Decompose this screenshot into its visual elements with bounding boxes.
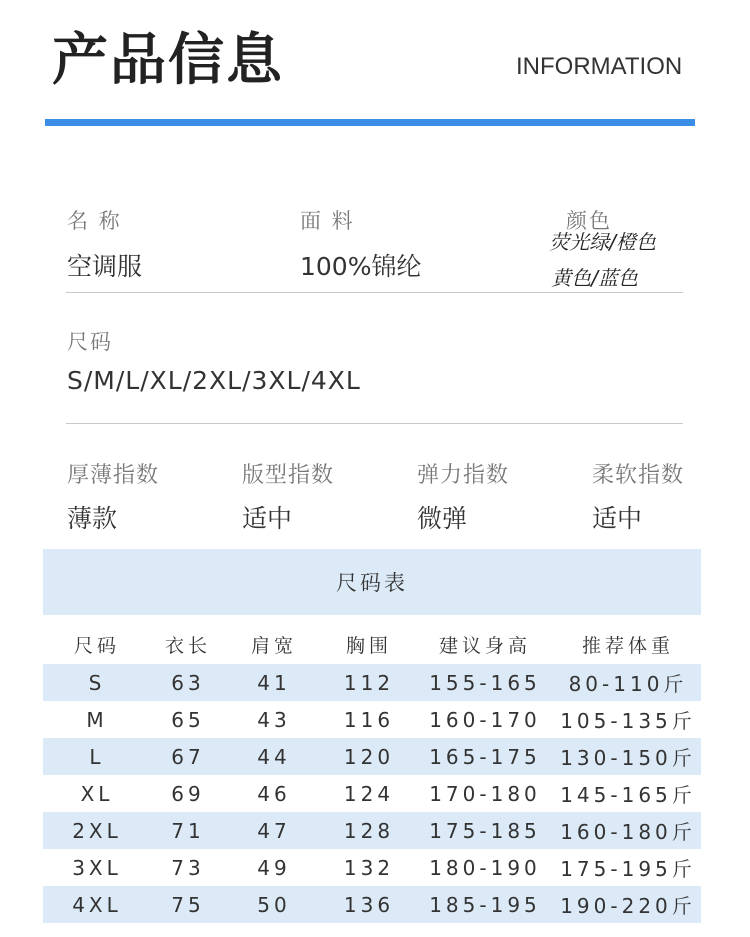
column-header-size: 尺码 <box>73 634 120 657</box>
table-row <box>43 701 701 738</box>
thickness-index-value: 薄款 <box>67 504 118 533</box>
table-cell: 175-195斤 <box>560 857 696 881</box>
table-cell: 49 <box>257 855 291 880</box>
table-cell: 145-165斤 <box>560 783 696 807</box>
table-cell: 120 <box>343 744 395 769</box>
table-cell: L <box>89 744 105 769</box>
table-cell: 73 <box>171 855 205 880</box>
name-label: 名 称 <box>67 209 122 233</box>
table-row <box>43 849 701 886</box>
table-cell: 170-180 <box>429 781 541 806</box>
name-value: 空调服 <box>67 252 143 281</box>
column-header-length: 衣长 <box>164 634 211 657</box>
table-cell: 132 <box>343 855 395 880</box>
table-cell: 75 <box>171 892 205 917</box>
table-cell: 44 <box>257 744 291 769</box>
divider <box>66 292 683 293</box>
table-row <box>43 775 701 812</box>
color-value-line2: 黄色/蓝色 <box>551 266 638 290</box>
table-cell: 47 <box>257 818 291 843</box>
table-cell: 46 <box>257 781 291 806</box>
table-cell: 180-190 <box>429 855 541 880</box>
table-cell: 71 <box>171 818 205 843</box>
table-cell: 69 <box>171 781 205 806</box>
table-cell: XL <box>80 781 114 806</box>
page-title: 产品信息 <box>52 28 284 93</box>
table-cell: 130-150斤 <box>560 746 696 770</box>
size-value: S/M/L/XL/2XL/3XL/4XL <box>67 366 361 395</box>
table-cell: 2XL <box>72 818 122 843</box>
table-body <box>43 664 701 923</box>
column-header-height: 建议身高 <box>438 634 531 657</box>
color-label: 颜色 <box>566 209 612 233</box>
table-cell: 43 <box>257 707 291 732</box>
table-cell: 160-170 <box>429 707 541 732</box>
table-cell: 124 <box>343 781 395 806</box>
size-table <box>43 549 701 923</box>
table-header-row <box>43 628 701 660</box>
table-cell: 160-180斤 <box>560 820 696 844</box>
table-cell: 175-185 <box>429 818 541 843</box>
softness-index-value: 适中 <box>592 504 643 533</box>
table-cell: 112 <box>343 670 395 695</box>
table-row <box>43 664 701 701</box>
table-cell: 185-195 <box>429 892 541 917</box>
fabric-value: 100%锦纶 <box>300 252 422 281</box>
column-header-weight: 推荐体重 <box>581 634 674 657</box>
table-cell: 105-135斤 <box>560 709 696 733</box>
size-table-title: 尺码表 <box>43 549 701 615</box>
table-cell: 80-110斤 <box>568 672 688 696</box>
table-cell: M <box>86 707 108 732</box>
table-row <box>43 738 701 775</box>
table-cell: 65 <box>171 707 205 732</box>
table-row <box>43 886 701 923</box>
table-cell: 4XL <box>72 892 122 917</box>
stretch-index-value: 微弹 <box>417 504 468 533</box>
table-cell: 155-165 <box>429 670 541 695</box>
color-value-line1: 荧光绿/橙色 <box>549 230 656 254</box>
table-cell: 63 <box>171 670 205 695</box>
table-cell: 116 <box>343 707 395 732</box>
table-cell: 165-175 <box>429 744 541 769</box>
table-cell: 190-220斤 <box>560 894 696 918</box>
table-cell: 136 <box>343 892 395 917</box>
table-cell: 50 <box>257 892 291 917</box>
column-header-shoulder: 肩宽 <box>250 634 297 657</box>
table-cell: 67 <box>171 744 205 769</box>
table-cell: 3XL <box>72 855 122 880</box>
fit-index-label: 版型指数 <box>242 463 335 488</box>
thickness-index-label: 厚薄指数 <box>67 463 160 488</box>
accent-bar <box>45 119 695 126</box>
size-label: 尺码 <box>67 330 113 354</box>
page-subtitle: INFORMATION <box>516 53 683 80</box>
table-cell: 128 <box>343 818 395 843</box>
column-header-chest: 胸围 <box>345 634 392 657</box>
table-row <box>43 812 701 849</box>
table-cell: 41 <box>257 670 291 695</box>
divider <box>66 423 683 424</box>
stretch-index-label: 弹力指数 <box>417 463 510 488</box>
table-cell: S <box>88 670 106 695</box>
fabric-label: 面 料 <box>300 209 355 233</box>
fit-index-value: 适中 <box>242 504 293 533</box>
softness-index-label: 柔软指数 <box>592 463 685 488</box>
